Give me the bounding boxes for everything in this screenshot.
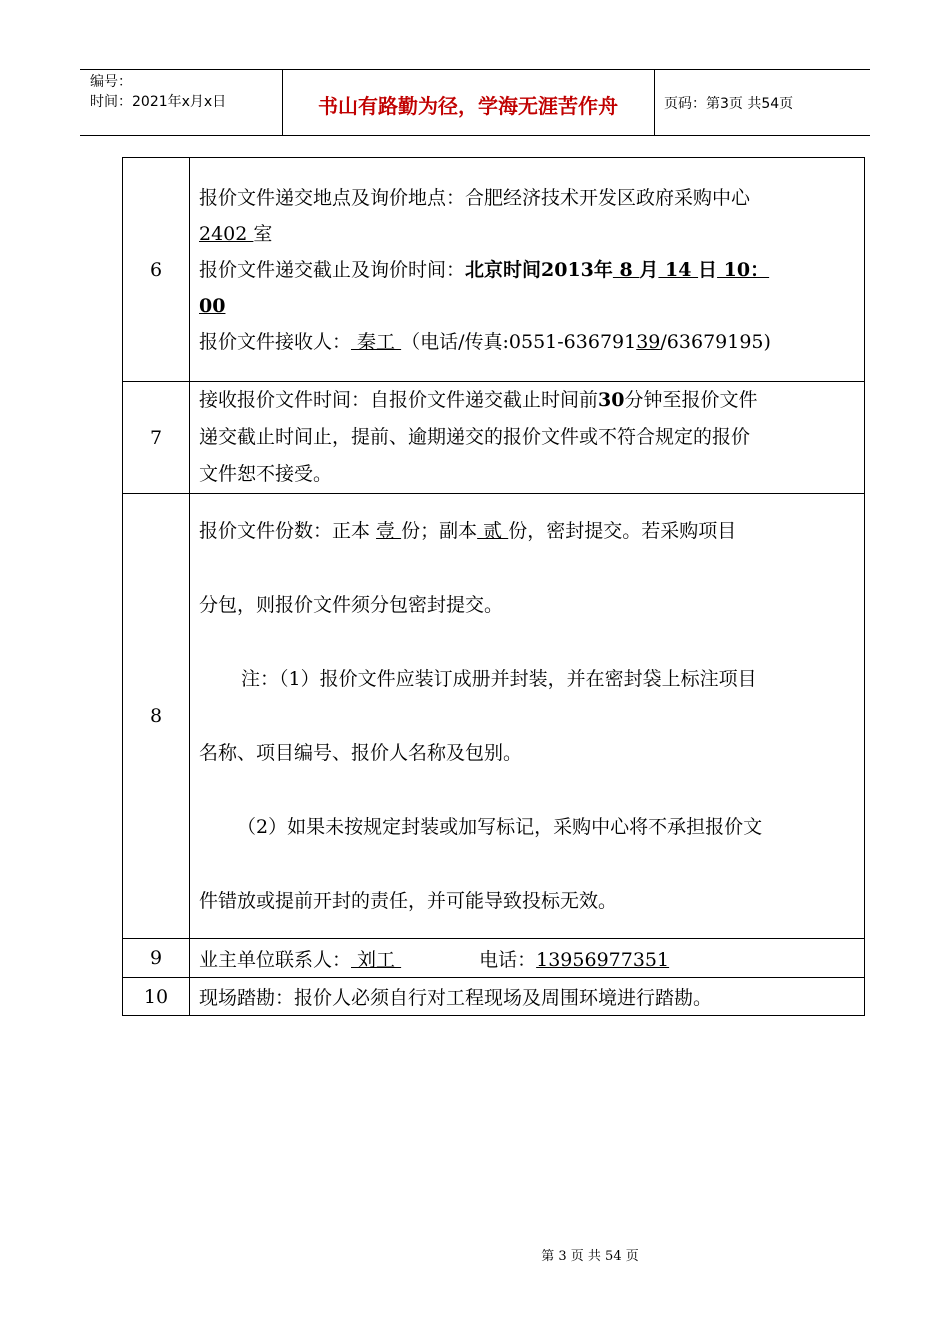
note-line: 注：（1）报价文件应装订成册并封装，并在密封袋上标注项目	[241, 668, 757, 690]
row-content	[190, 382, 865, 494]
row-content	[190, 939, 865, 978]
submission-deadline-minutes: 00	[199, 294, 226, 317]
submission-deadline: 报价文件递交截止及询价时间：北京时间2013年 8 月 14 日 10：	[199, 258, 770, 281]
receipt-time-line: 递交截止时间止，提前、逾期递交的报价文件或不符合规定的报价	[199, 426, 751, 448]
doc-time-label: 时间：2021年x月x日	[90, 94, 227, 110]
note-line: 件错放或提前开封的责任，并可能导致投标无效。	[199, 890, 618, 912]
row-number: 6	[123, 158, 190, 382]
submission-room: 2402 室	[199, 222, 273, 245]
owner-contact-label: 业主单位联系人：	[199, 948, 352, 971]
table-row	[123, 939, 865, 978]
row-number: 9	[123, 939, 190, 978]
page-footer: 第 3 页 共 54 页	[541, 1249, 639, 1264]
receipt-time-line: 文件恕不接受。	[199, 463, 333, 485]
note-line: 名称、项目编号、报价人名称及包别。	[199, 742, 523, 764]
submission-receiver: 报价文件接收人： 秦工 （电话/传真:0551-63679139/63679195)	[199, 330, 771, 353]
header-divider-right	[654, 69, 655, 135]
table-row	[123, 494, 865, 939]
table-row	[123, 978, 865, 1016]
header-motto: 书山有路勤为径，学海无涯苦作舟	[318, 94, 618, 118]
header-page-label: 页码：第3页 共54页	[664, 96, 794, 112]
receipt-time-line: 接收报价文件时间：自报价文件递交截止时间前30分钟至报价文件	[199, 389, 758, 411]
site-inspection-text: 现场踏勘：报价人必须自行对工程现场及周围环境进行踏勘。	[190, 978, 865, 1016]
copies-line: 分包，则报价文件须分包密封提交。	[199, 594, 504, 616]
row-content	[190, 494, 865, 939]
owner-phone-label: 电话：	[479, 948, 537, 971]
header-bottom-rule	[80, 135, 870, 136]
header-top-rule	[80, 69, 870, 70]
bid-info-table	[122, 157, 865, 1016]
table-row	[123, 382, 865, 494]
table-row	[123, 158, 865, 382]
row-number: 10	[123, 978, 190, 1016]
submission-location: 报价文件递交地点及询价地点：合肥经济技术开发区政府采购中心	[199, 186, 751, 209]
row-number: 8	[123, 494, 190, 939]
owner-phone: 13956977351	[536, 948, 670, 971]
header-meta	[90, 72, 226, 112]
owner-contact-name: 刘工	[351, 948, 402, 971]
row-number: 7	[123, 382, 190, 494]
doc-number-label: 编号：	[90, 74, 132, 90]
row-content	[190, 158, 865, 382]
note-line: （2）如果未按规定封装或加写标记，采购中心将不承担报价文	[237, 816, 763, 838]
copies-line: 报价文件份数：正本 壹 份；副本 贰 份，密封提交。若采购项目	[199, 520, 737, 542]
